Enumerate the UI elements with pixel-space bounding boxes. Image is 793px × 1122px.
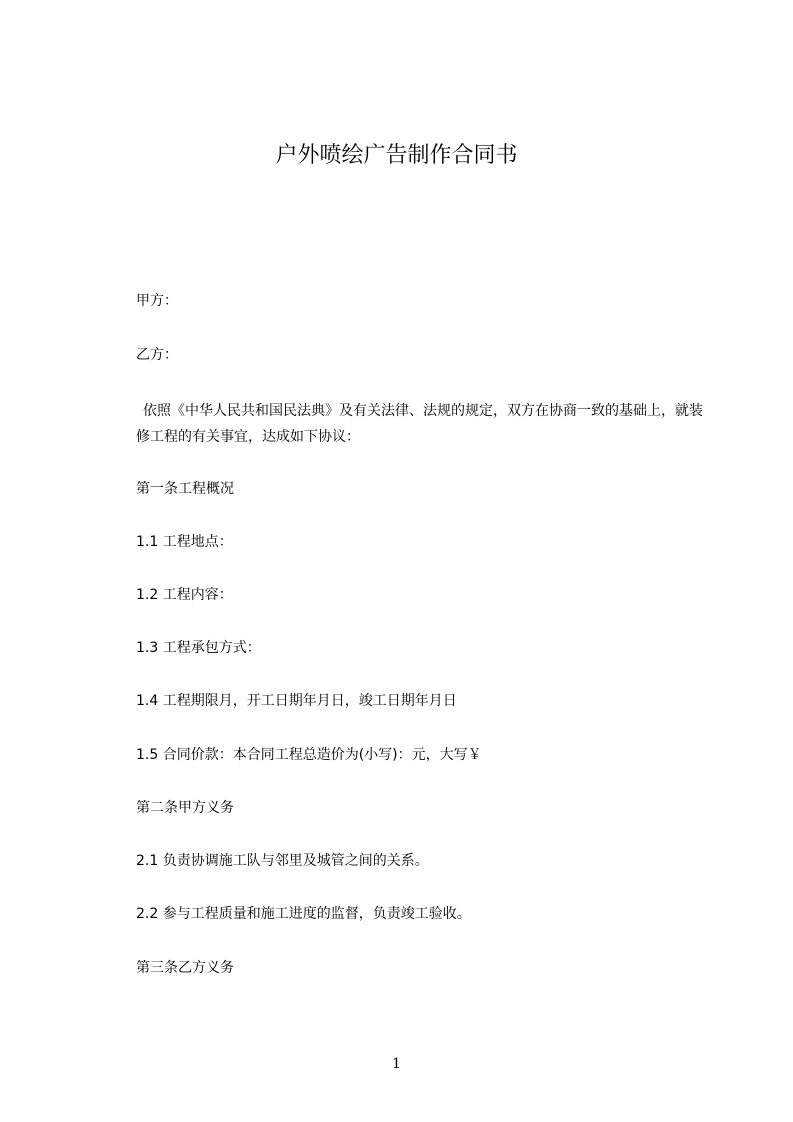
article-2-heading: 第二条甲方义务 [136, 800, 234, 816]
article-1-heading: 第一条工程概况 [136, 481, 234, 497]
article-3-heading: 第三条乙方义务 [136, 960, 234, 976]
page-number: 1 [392, 1056, 401, 1072]
clause-1-3: 1.3 工程承包方式： [136, 640, 261, 656]
party-a-line: 甲方： [136, 293, 178, 309]
clause-2-2: 2.2 参与工程质量和施工进度的监督，负责竣工验收。 [136, 906, 471, 922]
clause-1-2: 1.2 工程内容： [136, 587, 233, 603]
party-b-line: 乙方： [136, 347, 178, 363]
clause-2-1: 2.1 负责协调施工队与邻里及城管之间的关系。 [136, 853, 429, 869]
clause-1-4: 1.4 工程期限月，开工日期年月日，竣工日期年月日 [136, 693, 457, 709]
clause-1-5: 1.5 合同价款：本合同工程总造价为(小写)：元，大写￥ [136, 747, 482, 763]
document-title: 户外喷绘广告制作合同书 [275, 143, 518, 168]
clause-1-1: 1.1 工程地点： [136, 534, 233, 550]
intro-paragraph: 依照《中华人民共和国民法典》及有关法律、法规的规定，双方在协商一致的基础上，就装修工程的有关事宜，达成如下协议： [136, 403, 703, 445]
